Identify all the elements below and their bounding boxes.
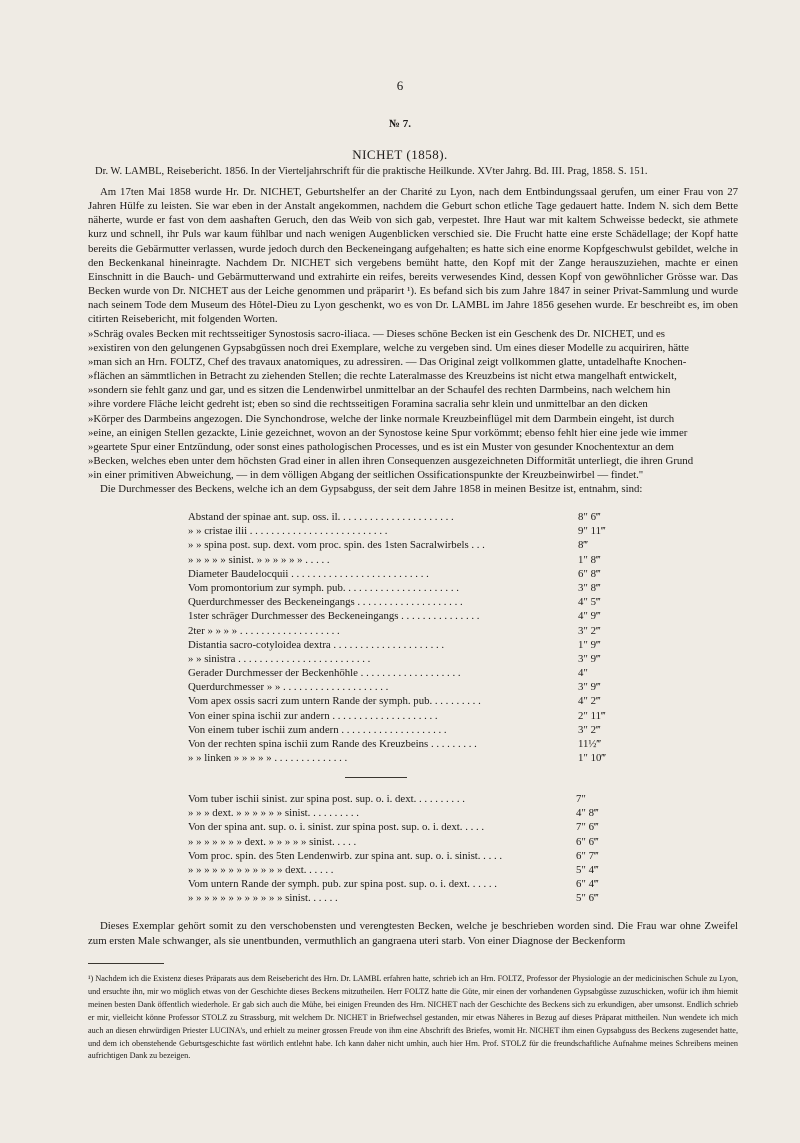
quote-line: »Schräg ovales Becken mit rechtsseitiger Synostosis sacro-iliaca. — Dieses schöne Becken ist ein Geschenk des Dr. NICHET, und es (88, 327, 665, 340)
measurement-row: Abstand der spinae ant. sup. oss. il. . . . . . . . . . . . . . . . . . . . . . 8″ 6‴ (188, 511, 601, 523)
measurement-row: » » cristae ilii . . . . . . . . . . . . . . . . . . . . . . . . . . 9″ 11‴ (188, 525, 606, 538)
measurement-table-secondary (188, 792, 748, 906)
quote-line: »geartete Spur einer Entzündung, oder sonst eines pathologischen Processes, und es ist ein Muster von gesunder Knochentextur an dem (88, 440, 674, 453)
measurement-row: Distantia sacro-cotyloidea dextra . . . . . . . . . . . . . . . . . . . . . 1″ 9‴ (188, 638, 601, 651)
measurement-row: Diameter Baudelocquii . . . . . . . . . . . . . . . . . . . . . . . . . . 6″ 8‴ (188, 567, 601, 580)
quote-line: »Becken, welches eben unter dem höchsten Grad einer in allen ihren Consequenzen ausgezeichneten Difformität unterliegt, die ihren Grund (88, 454, 694, 467)
measurement-row: » » » » » » » » » » » » dext. . . . . . 5″ 4‴ (188, 863, 599, 876)
quote-line: »eine, an einigen Stellen gezackte, Linie gezeichnet, wovon an der Synostose keine Spur vorkömmt; ebenso fehlt hier eine jede wie immer (88, 426, 688, 439)
quote-line: »flächen an sämmtlichen in Betracht zu ziehenden Stellen; die rechte Lateralmasse des Kreuzbeins ist nicht etwa mangelhaft entwickelt, (88, 370, 677, 383)
measurement-row: Vom proc. spin. des 5ten Lendenwirb. zur spina ant. sup. o. i. sinist. . . . . 6″ 7‴ (188, 849, 599, 862)
quote-line: »man sich an Hrn. FOLTZ, Chef des travaux anatomiques, zu adressiren. — Das Original zeigt vollkommen glatte, untadelhafte Knochen- (88, 355, 687, 368)
measurement-row: » » sinistra . . . . . . . . . . . . . . . . . . . . . . . . . 3″ 9‴ (188, 652, 601, 665)
footnote-rule (88, 963, 164, 964)
measurement-row: Vom apex ossis sacri zum untern Rande der symph. pub. . . . . . . . . . 4″ 2‴ (188, 695, 601, 708)
footnote: ¹) Nachdem ich die Existenz dieses Präparats aus dem Reisebericht des Hrn. Dr. LAMBL erfahren hatte, schrieb ich an Hrn. FOLTZ, Professor der Physiologie an der medicinischen Schule zu Lyon, und ersuchte ihn, mir wo möglich etwas von der Geschichte dieses Beckens mitzutheilen. Herr FOLTZ hatte die Güte, mir einen der vorhandenen Gypsabgüsse zuzuschicken, wofür ich ihm hiemit meinen besten Dank öffentlich wiederhole. Er gab sich auch die Mühe, bei einigen Freunden des Hrn. NICHET nach der Geschichte des Beckens sich zu erkundigen, aber umsonst. Endlich schrieb er mir, vielleicht könne Professor STOLZ zu Strassburg, mit welchem Dr. NICHET in Briefwechsel gestanden, mir etwas Näheres in Bezug auf dieses Präparat mittheilen. Nun wendete ich mich auch an diesen ehrwürdigen Priester LUCINA's, und erhielt zu meiner grossen Freude von ihm eine Abschrift des Briefes, womit Hr. NICHET ihm einen Gypsabguss des Beckens zugesendet hatte, und dem ich obenstehende Geburtsgeschichte fast wörtlich entlehnt habe. Ich kann daher nicht umhin, auch hier Hrn. Prof. STOLZ für die freundschaftliche Aufnahme meines Schreibens meinen aufrichtigen Dank zu bezeigen. (88, 974, 738, 1061)
measurement-row: Gerader Durchmesser der Beckenhöhle . . . . . . . . . . . . . . . . . . . 4″ (188, 667, 588, 680)
measurement-row: Querdurchmesser des Beckeneingangs . . . . . . . . . . . . . . . . . . . . 4″ 5‴ (188, 596, 601, 609)
section-divider (345, 777, 407, 778)
measurement-row: » » spina post. sup. dext. vom proc. spin. des 1sten Sacralwirbels . . . 8‴ (188, 539, 588, 552)
measurement-row: » » » » » » » » » » » » sinist. . . . . . 5″ 6‴ (188, 892, 599, 905)
measurement-row: » » » » » » » dext. » » » » » sinist. . . . . 6″ 6‴ (188, 835, 599, 848)
measurement-row: Vom promontorium zur symph. pub. . . . . . . . . . . . . . . . . . . . . . 3″ 8‴ (188, 581, 601, 594)
body-text (88, 185, 738, 496)
measurement-row: Von einem tuber ischii zum andern . . . . . . . . . . . . . . . . . . . . 3″ 2‴ (188, 723, 601, 736)
measurement-row: » » » » » sinist. » » » » » » . . . . . 1″ 8‴ (188, 553, 601, 566)
measurement-row: 1ster schräger Durchmesser des Beckeneingangs . . . . . . . . . . . . . . . 4″ 9‴ (188, 610, 601, 623)
measurement-row: Querdurchmesser » » . . . . . . . . . . . . . . . . . . . . 3″ 9‴ (188, 681, 601, 694)
measurement-row: Vom tuber ischii sinist. zur spina post. sup. o. i. dext. . . . . . . . . . 7″ (188, 793, 586, 805)
quotation (88, 327, 738, 483)
measurement-row: Vom untern Rande der symph. pub. zur spina post. sup. o. i. dext. . . . . . 6″ 4‴ (188, 878, 599, 891)
measurement-row: Von der spina ant. sup. o. i. sinist. zur spina post. sup. o. i. dext. . . . . 7″ 6‴ (188, 821, 599, 834)
measurement-row: Von der rechten spina ischii zum Rande des Kreuzbeins . . . . . . . . . 11½‴ (188, 738, 601, 750)
measurement-row: Von einer spina ischii zur andern . . . . . . . . . . . . . . . . . . . . 2″ 11‴ (188, 709, 606, 722)
page-number: 6 (396, 78, 404, 93)
quote-line: »in einer primitiven Abweichung, — in dem völligen Abgang der seitlichen Ossificationspunkte der Kreuzbeinwirbel — findet." (88, 469, 644, 482)
paragraph-case-history: Am 17ten Mai 1858 wurde Hr. Dr. NICHET, Geburtshelfer an der Charité zu Lyon, nach dem Entbindungssaal gerufen, um einer Frau von 27 Jahren Hülfe zu leisten. Sie war eben in der Anstalt angekommen, nachdem die Geburt schon etliche Tage gedauert hatte. Indem N. sich dem Bette näherte, wurde er fast von dem aashaften Geruch, den das Weib von sich gab, verpestet. Ihre Haut war mit kaltem Schweisse bedeckt, sie athmete kurz und schnell, ihr Puls war kaum fühlbar und nach wenigen Augenblicken verschied sie. Die Frucht hatte eine erste Schädellage; der Kopf hatte bereits die Gebärmutter verlassen, wurde jedoch durch den Beckeneingang aufgehalten; es hatte sich eine enorme Kopfgeschwulst gebildet, welche in den Beckenkanal hineinragte. Nachdem Dr. NICHET sich vergebens bemüht hatte, den Kopf mit der Zange herauszuziehen, machte er einen Einschnitt in die Bauch- und Gebärmutterwand und extrahirte ein reifes, bereits verwesendes Kind, dessen Kopf von gewöhnlicher Grösse war. Das Becken wurde von Dr. NICHET aus der Leiche genommen und präparirt ¹). Es befand sich bis zum Jahre 1847 in seiner Privat-Sammlung und wurde nach seinem Tode dem Museum des Hôtel-Dieu zu Lyon geschenkt, wo es von Dr. LAMBL im Jahre 1856 gesehen wurde. Er beschreibt es, im oben citirten Reisebericht, mit folgenden Worten. (88, 186, 738, 326)
measurement-row: » » linken » » » » » . . . . . . . . . . . . . . 1″ 10‴ (188, 752, 606, 765)
quote-line: »existiren von den gelungenen Gypsabgüssen noch drei Exemplare, welche zu vergeben sind. Um eines dieser Modelle zu acquiriren, hätte (88, 341, 689, 354)
measurement-row: 2ter » » » » . . . . . . . . . . . . . . . . . . . 3″ 2‴ (188, 624, 601, 637)
quote-line: »sondern sie fehlt ganz und gar, und es sitzen die Lendenwirbel unmittelbar an der Schaufel des rechten Darmbeins, nach welchem hin (88, 384, 671, 397)
quote-line: »ihre vordere Fläche leicht gedreht ist; eben so sind die rechtsseitigen Foramina sacralia sehr klein und unmittelbar an den dicken (88, 398, 648, 411)
entry-number: № 7. (388, 118, 412, 130)
source-citation: Dr. W. LAMBL, Reisebericht. 1856. In der Vierteljahrschrift für die praktische Heilkunde. XVter Jahrg. Bd. III. Prag, 1858. S. 151. (95, 166, 648, 177)
closing-paragraph: Dieses Exemplar gehört somit zu den verschobensten und verengtesten Becken, welche je beschrieben worden sind. Die Frau war ohne Zweifel zum ersten Male schwanger, als sie unentbunden, vermuthlich an gangraena uteri starb. Von einer Diagnose der Beckenform (88, 920, 738, 947)
paragraph-measurements-intro: Die Durchmesser des Beckens, welche ich an dem Gypsabguss, der seit dem Jahre 1858 in meinen Besitze ist, entnahm, sind: (100, 483, 643, 496)
page-title: NICHET (1858). (352, 147, 448, 162)
quote-line: »Körper des Darmbeins angezogen. Die Synchondrose, welche der linke normale Kreuzbeinflügel mit dem Darmbein eingeht, ist durch (88, 412, 675, 425)
measurement-row: » » » dext. » » » » » » sinist. . . . . . . . . . 4″ 8‴ (188, 807, 599, 820)
measurement-table (188, 510, 748, 765)
